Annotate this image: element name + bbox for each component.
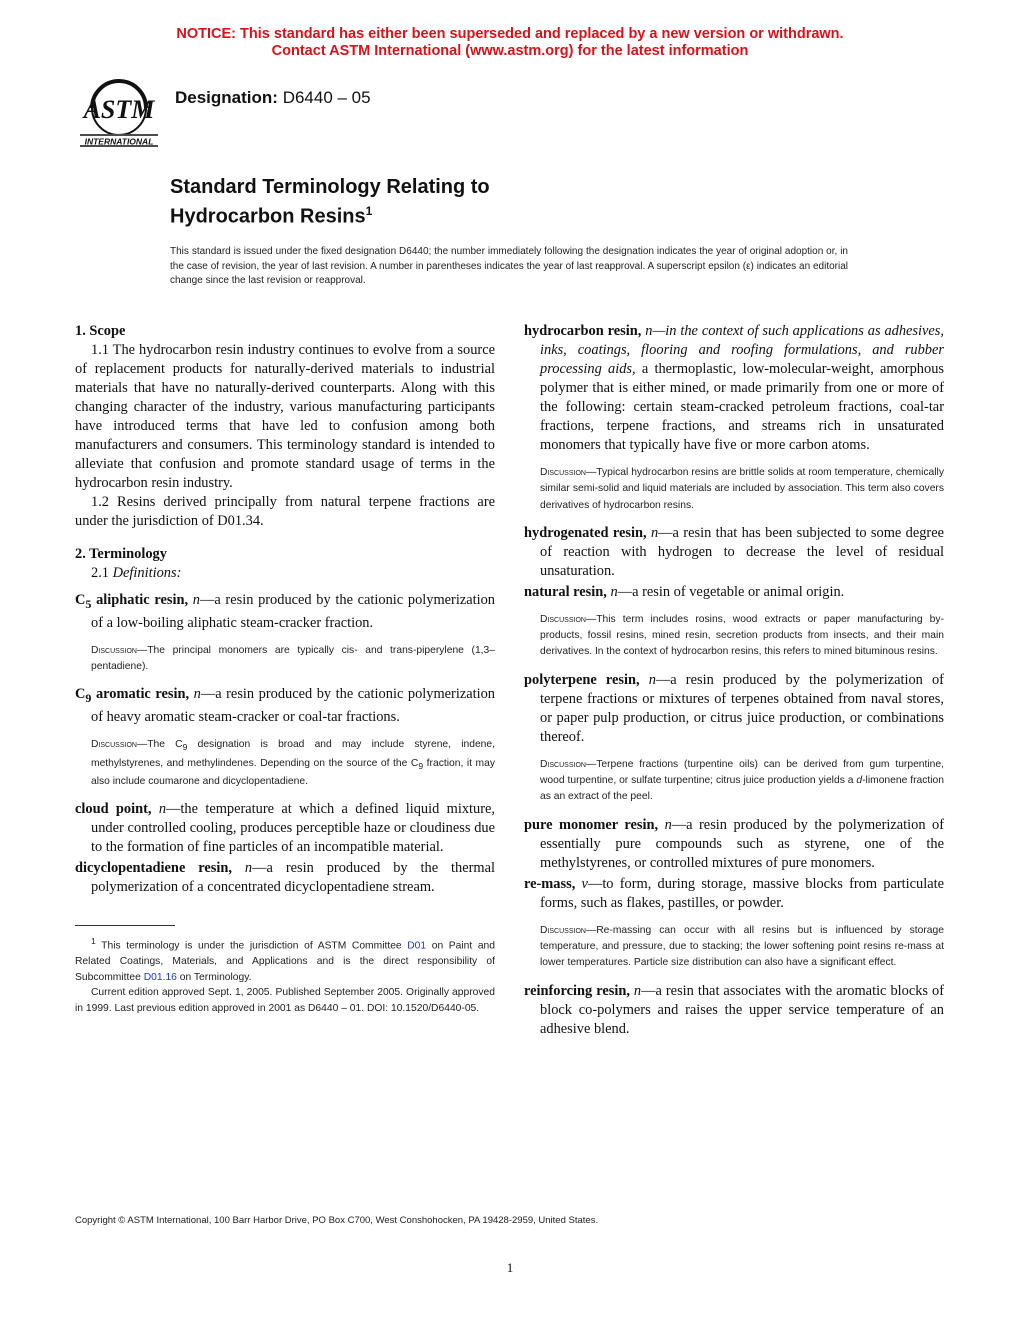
page-number: 1 (506, 1260, 514, 1275)
hydrocarbon-discussion (524, 465, 944, 514)
c9-disc-sub1: 9 (182, 742, 188, 753)
c5-term-b: aliphatic resin, (91, 592, 189, 608)
footnote-1 (75, 934, 495, 985)
c9-discussion (75, 737, 495, 790)
c9-disc-label: Discussion (91, 739, 137, 751)
footnote-rule (75, 925, 175, 926)
scope-1-2: 1.2 Resins derived principally from natural terpene fractions are under the jurisdiction of D01.34. (75, 494, 495, 529)
hydrogenated-text: —a resin that has been subjected to some degree of reaction with hydrogen to decrease the level of residual unsaturation. (540, 524, 944, 579)
term-reinforcing-resin (524, 982, 944, 1039)
astm-logo (76, 74, 162, 150)
pure-term: pure monomer resin, (524, 816, 659, 833)
term-cloud-point (75, 800, 495, 857)
term-c5-aliphatic (75, 591, 495, 633)
c5-disc-label: Discussion (91, 644, 137, 656)
natural-text: —a resin of vegetable or animal origin. (617, 583, 845, 600)
c5-text: —a resin produced by the cationic polymerization of a low-boiling aliphatic steam-cracker fraction. (91, 592, 495, 631)
polyterpene-text: —a resin produced by the polymerization of terpene fractions or mixtures of terpenes obtained from naval stores, or paper pulp production, or citrus juice production, or combinations thereof. (540, 671, 944, 745)
footnote-edition: Current edition approved Sept. 1, 2005. Published September 2005. Originally approved in 1999. Last previous edition approved in 2001 as D6440 – 01. DOI: 10.1520/D6440-05. (75, 987, 495, 1014)
natural-disc-text: —This term includes rosins, wood extracts or paper manufacturing by-products, fossil resins, mined resin, secretion products from insects, and their main derivatives. In the context of hydrocarbon resins, this refers to mined bituminous resins. (540, 613, 944, 658)
term-re-mass (524, 875, 944, 913)
natural-discussion (524, 612, 944, 661)
polyterpene-term: polyterpene resin, (524, 671, 640, 688)
term-c9-aromatic (75, 685, 495, 727)
c9-disc-b: designation is broad and may include styrene, indene, methylstyrenes, and methylindenes. Depending on the source of the C (91, 739, 495, 769)
remass-disc-label: Discussion (540, 924, 586, 936)
hydrocarbon-text: a thermoplastic, low-molecular-weight, amorphous polymer that is either mined, or made primarily from one or more of the following: certain steam-cracked petroleum fractions, coal-tar fractions, terpene fractions, and streams rich in unsaturated monomers that typically have five or more carbon atoms. (540, 361, 944, 453)
left-column (75, 322, 495, 1016)
remass-discussion (524, 923, 944, 972)
title-footnote-mark: 1 (365, 204, 373, 218)
hydrogenated-term: hydrogenated resin, (524, 524, 647, 541)
reinforcing-term: reinforcing resin, (524, 982, 630, 999)
polyterpene-disc-label: Discussion (540, 758, 586, 770)
title-line-1: Standard Terminology Relating to (170, 176, 490, 198)
term-pure-monomer-resin (524, 816, 944, 873)
designation-value: D6440 – 05 (282, 88, 371, 107)
footnote-link-d0116[interactable]: D01.16 (143, 971, 177, 983)
pure-text: —a resin produced by the polymerization of essentially pure compounds such as styrene, one of the methylstyrenes, or controlled mixtures of pure monomers. (540, 816, 944, 871)
term-hydrogenated-resin (524, 524, 944, 581)
polyterpene-discussion (524, 757, 944, 806)
cloud-text: —the temperature at which a defined liquid mixture, under controlled cooling, produces perceptible haze or cloudiness due to the formation of fine particles of an incompatible material. (91, 801, 495, 856)
natural-disc-label: Discussion (540, 613, 586, 625)
pure-pos: n (664, 816, 672, 833)
terminology-heading: 2. Terminology (75, 546, 167, 562)
polyterpene-disc-a: —Terpene fractions (turpentine oils) can be derived from gum turpentine, wood turpentine, or sulfate turpentine; citrus juice production yields a (540, 758, 944, 787)
document-title (170, 175, 490, 229)
footnote-a: This terminology is under the jurisdiction of ASTM Committee (95, 940, 408, 952)
footnote-b: on Paint and Related Coatings, Materials, and Applications and is the direct responsibility of Subcommittee (75, 940, 495, 983)
definitions-label: Definitions: (112, 565, 182, 581)
dcpd-pos: n (244, 860, 253, 877)
remass-text: —to form, during storage, massive blocks from particulate forms, such as flakes, pastilles, or powder. (540, 875, 944, 911)
c9-text: —a resin produced by the cationic polymerization of heavy aromatic steam-cracker or coal-tar fractions. (91, 686, 495, 726)
c9-pos: n (193, 686, 201, 703)
remass-disc-text: —Re-massing can occur with all resins but is influenced by storage temperature, and pressure, due to stacking; the lower softening point resins re-mass at lower temperatures. Particle size distribution can also have a significant effect. (540, 924, 944, 969)
c5-term-a: C (75, 592, 86, 608)
preamble: This standard is issued under the fixed designation D6440; the number immediately following the designation indicates the year of original adoption or, in the case of revision, the year of last revision. A number in parentheses indicates the year of last reapproval. A superscript epsilon (ε) indicates an editorial change since the last revision or reapproval. (170, 246, 848, 287)
c9-disc-c: fraction, it may also include coumarone and dicyclopentadiene. (91, 757, 496, 788)
natural-pos: n (610, 583, 618, 600)
remass-term: re-mass, (524, 875, 576, 892)
c9-term-sub: 9 (85, 691, 92, 706)
term-dicyclopentadiene (75, 859, 495, 897)
notice-line-2: Contact ASTM International (www.astm.org) for the latest information (271, 43, 749, 59)
title-line-2: Hydrocarbon Resins (170, 205, 366, 228)
dcpd-term: dicyclopentadiene resin, (75, 860, 232, 877)
footnote-mark: 1 (91, 936, 96, 947)
scope-heading: 1. Scope (75, 323, 126, 339)
footnote-link-d01[interactable]: D01 (407, 940, 427, 952)
term-natural-resin (524, 583, 944, 602)
dcpd-text: —a resin produced by the thermal polymerization of a concentrated dicyclopentadiene stream. (91, 860, 495, 896)
c5-pos: n (192, 592, 200, 608)
c9-disc-sub2: 9 (418, 760, 424, 771)
hydrocarbon-pos: n (645, 323, 653, 339)
cloud-pos: n (158, 801, 167, 818)
c9-term-b: aromatic resin, (91, 686, 190, 703)
reinforcing-pos: n (633, 982, 642, 999)
polyterpene-disc-italic: d (856, 775, 863, 787)
term-polyterpene-resin (524, 671, 944, 747)
c5-discussion (75, 643, 495, 676)
logo-subtitle: INTERNATIONAL (84, 136, 154, 147)
copyright: Copyright © ASTM International, 100 Barr Harbor Drive, PO Box C700, West Conshohocken, PA 19428-2959, United States. (75, 1215, 599, 1226)
c5-term-sub: 5 (85, 596, 92, 611)
footnote-c: on Terminology. (176, 971, 252, 983)
designation (175, 88, 371, 108)
designation-label: Designation: (175, 88, 278, 107)
c5-disc-text: —The principal monomers are typically cis- and trans-piperylene (1,3–pentadiene). (91, 644, 495, 673)
polyterpene-disc-b: -limonene fraction as an extract of the peel. (540, 775, 945, 803)
c9-term-a: C (75, 686, 86, 703)
notice-line-1: NOTICE: This standard has either been superseded and replaced by a new version or withdrawn. (176, 26, 844, 42)
remass-pos: v (581, 875, 588, 892)
right-column (524, 322, 944, 1041)
hydrocarbon-disc-text: —Typical hydrocarbon resins are brittle solids at room temperature, chemically similar semi-solid and liquid materials are included by association. This term also covers derivatives of hydrocarbon resins. (540, 467, 944, 511)
term-hydrocarbon-resin (524, 322, 944, 455)
logo-text: ASTM (83, 95, 155, 124)
cloud-term: cloud point, (75, 801, 152, 818)
reinforcing-text: —a resin that associates with the aromatic blocks of block co-polymers and raises the upper service temperature of an adhesive blend. (540, 982, 944, 1037)
footnote-block (75, 925, 495, 1016)
hydrocarbon-term: hydrocarbon resin, (524, 323, 642, 339)
hydrocarbon-italic: —in the context of such applications as adhesives, inks, coatings, flooring and roofing formulations, and rubber processing aids, (540, 323, 944, 377)
polyterpene-pos: n (648, 671, 656, 688)
scope-1-1: 1.1 The hydrocarbon resin industry continues to evolve from a source of replacement products for naturally-derived materials to industrial materials that have no naturally-derived counterparts. Along with this changing character of the industry, various manufacturing participants have introduced terms that have led to confusion among both manufacturers and consumers. This terminology standard is intended to alleviate that confusion and promote standard usage of terms in the hydrocarbon resin industry. (75, 342, 495, 491)
hydrogenated-pos: n (650, 524, 659, 541)
notice-banner (0, 26, 1020, 60)
natural-term: natural resin, (524, 583, 607, 600)
c9-disc-a: —The C (136, 739, 183, 751)
hydrocarbon-disc-label: Discussion (540, 467, 586, 478)
definitions-number: 2.1 (91, 565, 109, 581)
definitions-subheading (75, 564, 495, 583)
